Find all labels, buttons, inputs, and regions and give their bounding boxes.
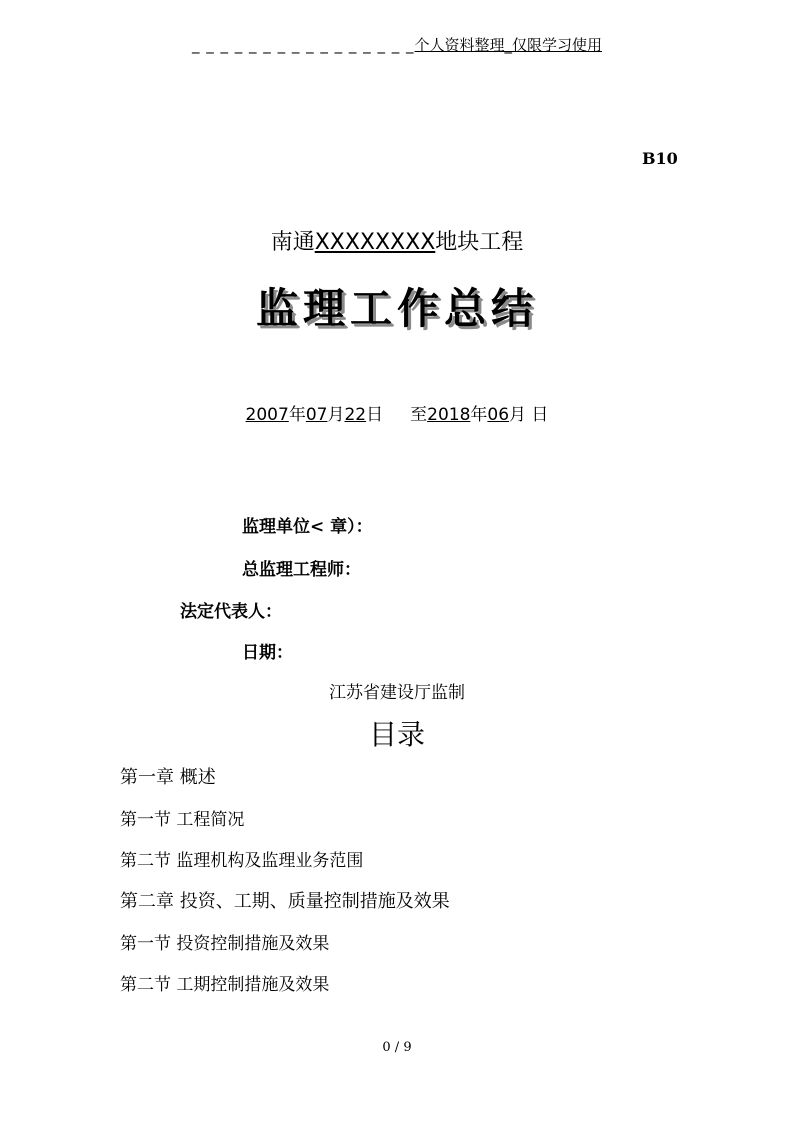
signature-legal-rep: 法定代表人：	[180, 602, 282, 622]
main-title: 监理工作总结	[255, 284, 538, 333]
start-day: 22	[344, 405, 367, 425]
supervisor-label: 江苏省建设厅监制	[329, 683, 465, 703]
project-placeholder: XXXXXXXX	[314, 230, 436, 255]
project-prefix: 南通	[270, 230, 315, 255]
page-number: 0 / 9	[382, 1040, 412, 1055]
header-dashes: _ _ _ _ _ _ _ _ _ _ _ _ _ _ _ _	[191, 36, 415, 54]
year-char: 年	[288, 405, 306, 425]
project-suffix: 地块工程	[435, 230, 524, 255]
toc-item: 第二节 监理机构及监理业务范围	[120, 851, 364, 871]
toc-item: 第一章 概述	[120, 767, 216, 788]
day-char: 日	[366, 405, 384, 425]
end-month: 06	[487, 405, 510, 425]
end-year: 2018	[427, 405, 471, 425]
toc-item: 第一节 工程简况	[120, 810, 245, 830]
start-month: 07	[305, 405, 328, 425]
signature-unit: 监理单位< 章）：	[242, 517, 373, 537]
document-code: B10	[642, 149, 678, 168]
start-year: 2007	[245, 405, 289, 425]
header-text: 个人资料整理_仅限学习使用	[414, 36, 603, 54]
signature-chief-engineer: 总监理工程师：	[242, 560, 361, 580]
toc-title: 目录	[368, 718, 425, 751]
date-range	[0, 400, 794, 425]
toc-item: 第二节 工期控制措施及效果	[120, 975, 330, 995]
toc-item: 第一节 投资控制措施及效果	[120, 934, 330, 954]
year-char-2: 年	[470, 405, 488, 425]
month-char: 月	[327, 405, 345, 425]
page-header	[0, 34, 794, 55]
to-char: 至	[410, 405, 428, 425]
signature-date: 日期：	[242, 643, 293, 663]
toc-item: 第二章 投资、工期、质量控制措施及效果	[120, 891, 450, 912]
end-day-char: 月 日	[509, 405, 549, 425]
project-name	[0, 225, 794, 256]
